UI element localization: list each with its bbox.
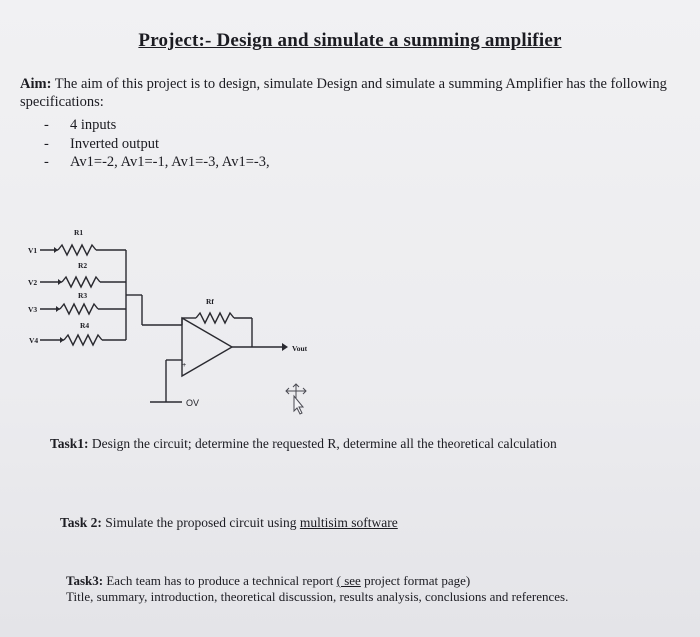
resistor-r2 <box>62 277 100 287</box>
task-2-text: Simulate the proposed circuit using <box>105 515 297 530</box>
aim-paragraph <box>20 75 690 111</box>
task-3-link: ( see <box>336 573 361 588</box>
task-2-link: multisim software <box>299 515 398 530</box>
task-3 <box>66 573 568 605</box>
label-rf: Rf <box>206 297 214 306</box>
label-r4: R4 <box>80 321 90 330</box>
label-r1: R1 <box>74 228 84 237</box>
resistor-rf <box>196 313 234 323</box>
spec-list <box>44 116 270 172</box>
input-branch-1 <box>40 245 126 255</box>
input-branch-4 <box>40 335 126 345</box>
aim-text: The aim of this project is to design, simulate Design and simulate a summing Amplifier has the following specifications: <box>20 76 667 110</box>
label-r2: R2 <box>78 261 88 270</box>
resistor-r4 <box>64 335 102 345</box>
task-2 <box>60 515 398 531</box>
label-plus: + <box>182 360 187 369</box>
page-title: Project:- Design and simulate a summing amplifier <box>138 30 562 51</box>
label-r3: R3 <box>78 291 88 300</box>
label-v2: V2 <box>28 278 38 287</box>
task-1-text: Design the circuit; determine the requested R, determine all the theoretical calculation <box>91 436 557 451</box>
output-arrow <box>282 343 288 351</box>
spec-item: - 4 inputs <box>44 117 117 133</box>
task-3-text: Each team has to produce a technical report <box>106 573 334 588</box>
input-branch-2 <box>40 277 126 287</box>
move-cursor-icon <box>284 382 308 418</box>
opamp-symbol <box>182 318 232 376</box>
label-vout: Vout <box>292 344 308 353</box>
task-1 <box>50 436 557 452</box>
label-v1: V1 <box>28 246 38 255</box>
aim-label: Aim: <box>20 76 52 92</box>
task-3-line2: Title, summary, introduction, theoretical discussion, results analysis, conclusions and references. <box>66 589 569 604</box>
label-ground: OV <box>186 398 200 408</box>
task-3-after: project format page) <box>364 573 471 588</box>
resistor-r3 <box>60 304 98 314</box>
spec-item: - Av1=-2, Av1=-1, Av1=-3, Av1=-3, <box>44 154 270 170</box>
input-branch-3 <box>40 304 126 314</box>
resistor-r1 <box>58 245 96 255</box>
task-1-label: Task1: <box>50 436 89 451</box>
label-v3: V3 <box>28 305 38 314</box>
spec-item: - Inverted output <box>44 135 159 152</box>
label-v4: V4 <box>29 336 39 345</box>
task-2-label: Task 2: <box>60 515 102 530</box>
task-3-label: Task3: <box>66 573 104 588</box>
